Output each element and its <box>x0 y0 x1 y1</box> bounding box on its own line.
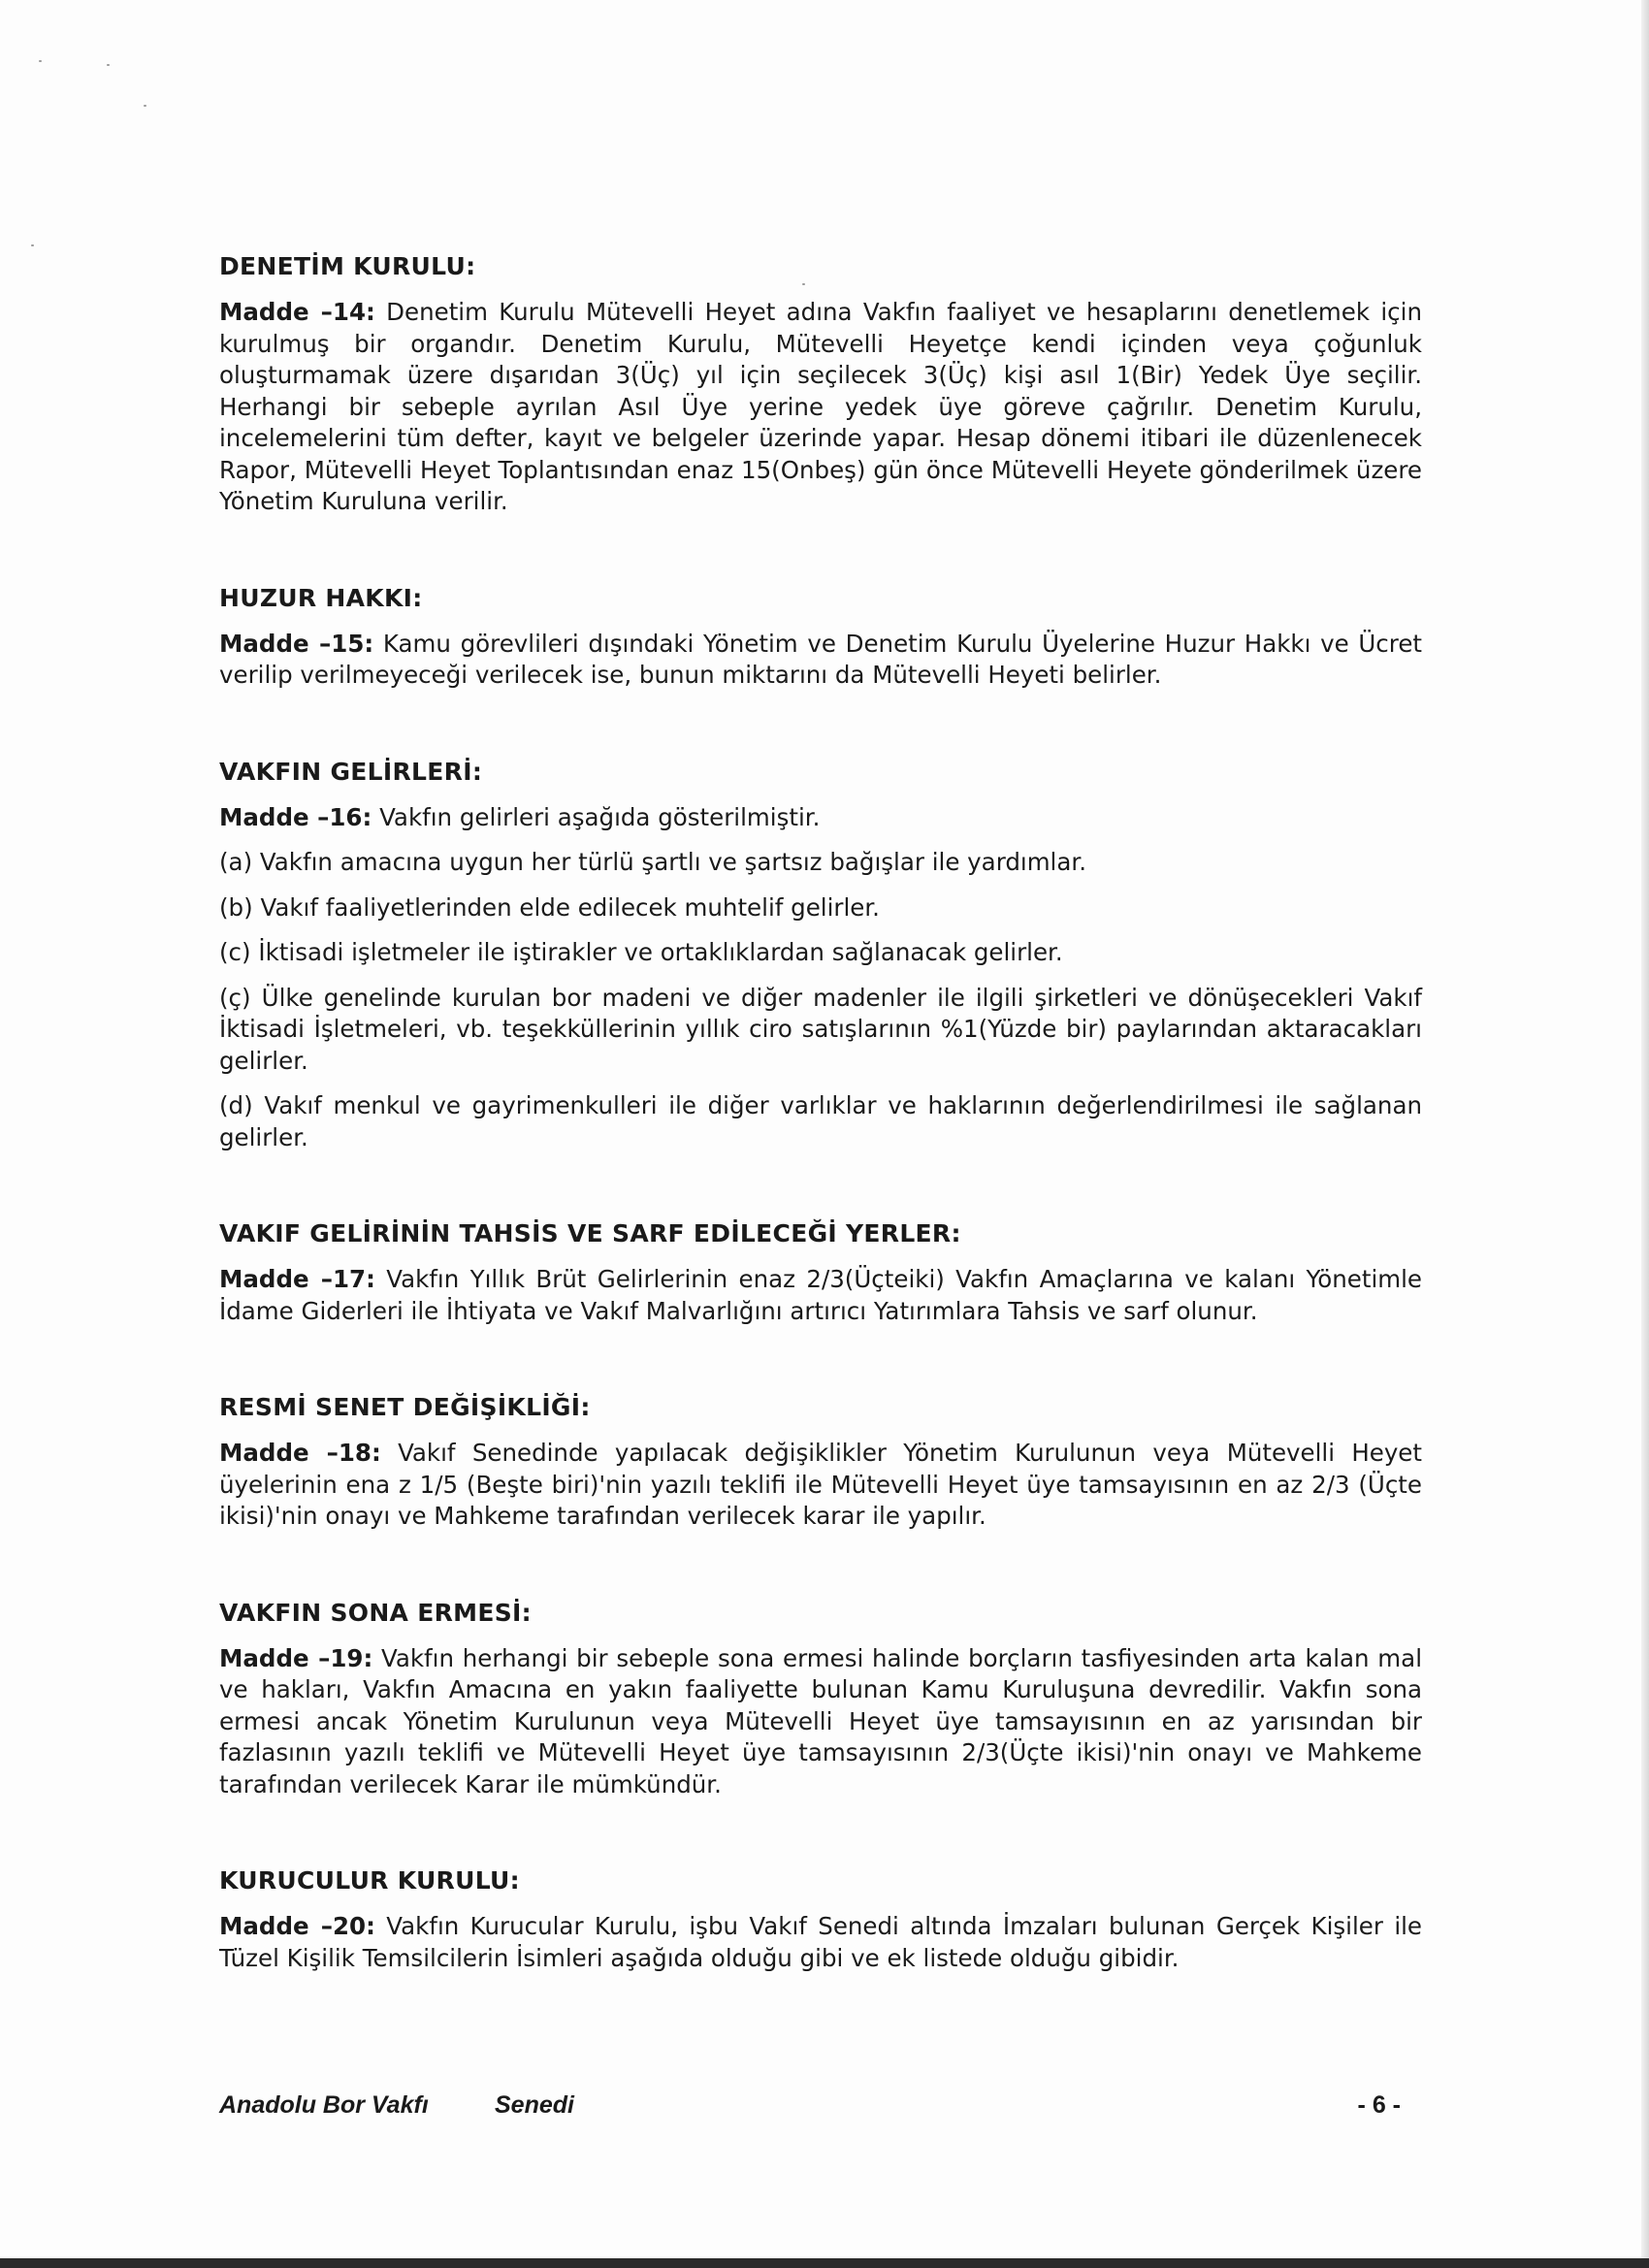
article-label: Madde –14: <box>219 298 375 326</box>
section-heading: VAKFIN GELİRLERİ: <box>219 757 483 786</box>
article-paragraph <box>219 297 1422 518</box>
section-heading: DENETİM KURULU: <box>219 252 476 280</box>
article-text: Kamu görevlileri dışındaki Yönetim ve Denetim Kurulu Üyelerine Huzur Hakkı ve Ücret verilip verilmeyeceği verilecek ise, bunun miktarını da Mütevelli Heyeti belirler. <box>219 629 1422 689</box>
article-text: Vakıf Senedinde yapılacak değişiklikler Yönetim Kurulunun veya Mütevelli Heyet üyelerinin ena z 1/5 (Beşte biri)'nin yazılı teklifi ile Mütevelli Heyet üye tamsayısının en az 2/3 (Üçte ikisi)'nin onayı ve Mahkeme tarafından verilecek karar ile yapılır. <box>219 1439 1422 1530</box>
section-heading: VAKIF GELİRİNİN TAHSİS VE SARF EDİLECEĞİ YERLER: <box>219 1219 961 1247</box>
section-gelir-tahsis <box>219 1217 1422 1327</box>
article-paragraph <box>219 1911 1422 1974</box>
list-item: (b) Vakıf faaliyetlerinden elde edilecek muhtelif gelirler. <box>219 892 880 922</box>
section-heading: HUZUR HAKKI: <box>219 583 423 612</box>
scan-speck <box>144 105 146 107</box>
article-label: Madde –19: <box>219 1643 373 1672</box>
document-body <box>219 250 1422 1974</box>
article-paragraph <box>219 1643 1422 1801</box>
footer-foundation-name: Anadolu Bor Vakfı <box>219 2091 429 2119</box>
article-text: Vakfın gelirleri aşağıda gösterilmiştir. <box>372 802 821 831</box>
section-heading: KURUCULUR KURULU: <box>219 1866 520 1895</box>
article-text: Denetim Kurulu Mütevelli Heyet adına Vakfın faaliyet ve hesaplarını denetlemek için kurulmuş bir organdır. Denetim Kurulu, Mütevelli Heyetçe kendi içinden veya çoğunluk oluşturmamak üzere dışarıdan 3(Üç) yıl için seçilecek 3(Üç) kişi asıl 1(Bir) Yedek Üye seçilir. Herhangi bir sebeple ayrılan Asıl Üye yerine yedek üye göreve çağrılır. Denetim Kurulu, incelemelerini tüm defter, kayıt ve belgeler üzerinde yapar. Hesap dönemi itibari ile düzenlenecek Rapor, Mütevelli Heyet Toplantısından enaz 15(Onbeş) gün önce Mütevelli Heyete gönderilmek üzere Yönetim Kuruluna verilir. <box>219 298 1422 515</box>
article-label: Madde –18: <box>219 1439 381 1467</box>
section-heading: VAKFIN SONA ERMESİ: <box>219 1598 532 1627</box>
article-paragraph <box>219 1438 1422 1533</box>
list-item: (ç) Ülke genelinde kurulan bor madeni ve diğer madenler ile ilgili şirketleri ve dönüşecekleri Vakıf İktisadi İşletmeleri, vb. teşekküllerinin yıllık ciro satışlarının %1(Yüzde bir) paylarından aktaracakları gelirler. <box>219 983 1422 1075</box>
section-vakfin-gelirleri <box>219 756 1422 1154</box>
page-edge-shadow <box>1641 0 1649 2268</box>
article-paragraph <box>219 802 1422 834</box>
section-huzur-hakki <box>219 582 1422 692</box>
page-number: - 6 - <box>1357 2091 1401 2119</box>
scan-speck <box>107 64 110 66</box>
scan-speck <box>31 244 34 246</box>
article-text: Vakfın herhangi bir sebeple sona ermesi halinde borçların tasfiyesinden arta kalan mal ve hakları, Vakfın Amacına en yakın faaliyette bulunan Kamu Kuruluşuna devredilir. Vakfın sona ermesi ancak Yönetim Kurulunun veya Mütevelli Heyet üye tamsayısının en az yarısından bir fazlasının yazılı teklifi ve Mütevelli Heyet üye tamsayısının 2/3(Üçte ikisi)'nin onayı ve Mahkeme tarafından verilecek Karar ile mümkündür. <box>219 1643 1422 1798</box>
list-item: (c) İktisadi işletmeler ile iştirakler ve ortaklıklardan sağlanacak gelirler. <box>219 938 1063 966</box>
section-heading: RESMİ SENET DEĞİŞİKLİĞİ: <box>219 1393 591 1421</box>
article-text: Vakfın Yıllık Brüt Gelirlerinin enaz 2/3(Üçteiki) Vakfın Amaçlarına ve kalanı Yönetimle İdame Giderleri ile İhtiyata ve Vakıf Malvarlığını artırıcı Yatırımlara Tahsis ve sarf olunur. <box>219 1265 1423 1325</box>
article-label: Madde –17: <box>219 1265 375 1293</box>
scanner-bottom-border <box>0 2258 1649 2268</box>
article-label: Madde –15: <box>219 629 374 658</box>
article-paragraph <box>219 1264 1422 1327</box>
section-kurucular-kurulu <box>219 1864 1422 1974</box>
article-label: Madde –16: <box>219 802 372 831</box>
article-text: Vakfın Kurucular Kurulu, işbu Vakıf Senedi altında İmzaları bulunan Gerçek Kişiler ile Tüzel Kişilik Temsilcilerin İsimleri aşağıda olduğu gibi ve ek listede olduğu gibidir. <box>219 1912 1423 1972</box>
article-label: Madde –20: <box>219 1912 375 1940</box>
scan-speck <box>39 60 42 62</box>
list-item: (d) Vakıf menkul ve gayrimenkulleri ile diğer varlıklar ve haklarının değerlendirilmesi ile sağlanan gelirler. <box>219 1091 1422 1151</box>
section-denetim-kurulu <box>219 250 1422 518</box>
section-sona-ermesi <box>219 1597 1422 1801</box>
article-paragraph <box>219 629 1422 692</box>
section-resmi-senet <box>219 1391 1422 1533</box>
footer-document-name: Senedi <box>495 2091 574 2119</box>
list-item: (a) Vakfın amacına uygun her türlü şartlı ve şartsız bağışlar ile yardımlar. <box>219 848 1086 876</box>
